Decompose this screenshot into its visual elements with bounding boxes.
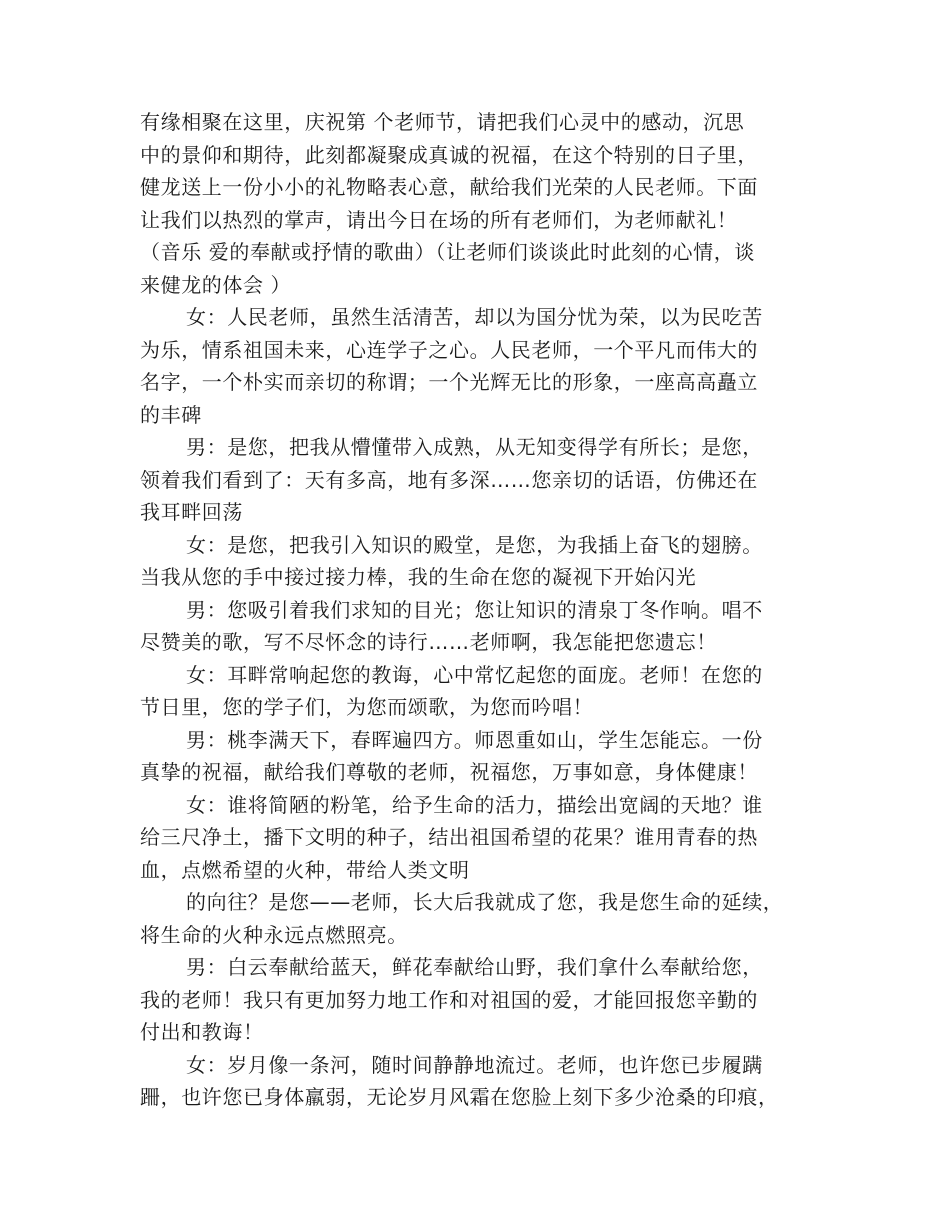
text-line: 领着我们看到了：天有多高，地有多深……您亲切的话语，仿佛还在 bbox=[140, 467, 758, 492]
text-line: 女：耳畔常响起您的教诲，心中常忆起您的面庞。老师！在您的 bbox=[186, 662, 763, 687]
text-line: 的丰碑 bbox=[140, 402, 202, 427]
text-line: 中的景仰和期待，此刻都凝聚成真诚的祝福，在这个特别的日子里， bbox=[140, 142, 758, 167]
text-line: 男：是您，把我从懵懂带入成熟，从无知变得学有所长；是您， bbox=[186, 435, 763, 459]
text-line: 跚，也许您已身体羸弱，无论岁月风霜在您脸上刻下多少沧桑的印痕， bbox=[140, 1085, 779, 1109]
text-line: 真挚的祝福，献给我们尊敬的老师，祝福您，万事如意，身体健康！ bbox=[140, 760, 758, 784]
text-line: 女：岁月像一条河，随时间静静地流过。老师，也许您已步履蹒 bbox=[186, 1052, 763, 1077]
text-line: 女：谁将简陋的粉笔，给予生命的活力，描绘出宽阔的天地？谁 bbox=[186, 792, 763, 817]
document-body bbox=[140, 106, 810, 1114]
text-line: 我耳畔回荡 bbox=[140, 500, 243, 524]
text-line: 女：是您，把我引入知识的殿堂，是您，为我插上奋飞的翅膀。 bbox=[186, 532, 763, 557]
text-line: 当我从您的手中接过接力棒，我的生命在您的凝视下开始闪光 bbox=[140, 565, 697, 589]
text-line: 血，点燃希望的火种，带给人类文明 bbox=[140, 857, 470, 882]
text-line: 男：桃李满天下，春晖遍四方。师恩重如山，学生怎能忘。一份 bbox=[186, 727, 763, 752]
text-line: （音乐 爱的奉献或抒情的歌曲）（让老师们谈谈此时此刻的心情，谈 bbox=[140, 240, 755, 264]
text-line: 健龙送上一份小小的礼物略表心意，献给我们光荣的人民老师。下面 bbox=[140, 175, 758, 199]
text-line: 节日里，您的学子们，为您而颂歌，为您而吟唱！ bbox=[140, 695, 594, 719]
text-line: 为乐，情系祖国未来，心连学子之心。人民老师，一个平凡而伟大的 bbox=[140, 337, 758, 362]
text-line: 尽赞美的歌，写不尽怀念的诗行……老师啊，我怎能把您遗忘！ bbox=[140, 630, 717, 654]
text-line: 将生命的火种永远点燃照亮。 bbox=[140, 922, 408, 947]
text-line: 男：白云奉献给蓝天，鲜花奉献给山野，我们拿什么奉献给您， bbox=[186, 955, 763, 979]
text-line: 男：您吸引着我们求知的目光；您让知识的清泉丁冬作响。唱不 bbox=[186, 597, 763, 622]
text-line: 有缘相聚在这里，庆祝第 个老师节，请把我们心灵中的感动，沉思 bbox=[140, 110, 745, 134]
text-line: 的向往？是您——老师，长大后我就成了您，我是您生命的延续， bbox=[186, 890, 784, 914]
text-line: 名字，一个朴实而亲切的称谓；一个光辉无比的形象，一座高高矗立 bbox=[140, 370, 758, 394]
text-line: 来健龙的体会 ） bbox=[140, 272, 292, 297]
text-line: 我的老师！我只有更加努力地工作和对祖国的爱，才能回报您辛勤的 bbox=[140, 987, 758, 1012]
text-line: 让我们以热烈的掌声，请出今日在场的所有老师们，为老师献礼！ bbox=[140, 207, 738, 232]
text-line: 女：人民老师，虽然生活清苦，却以为国分忧为荣，以为民吃苦 bbox=[186, 305, 763, 329]
text-line: 付出和教诲！ bbox=[140, 1020, 264, 1044]
text-line: 给三尺净土，播下文明的种子，结出祖国希望的花果？谁用青春的热 bbox=[140, 825, 758, 849]
